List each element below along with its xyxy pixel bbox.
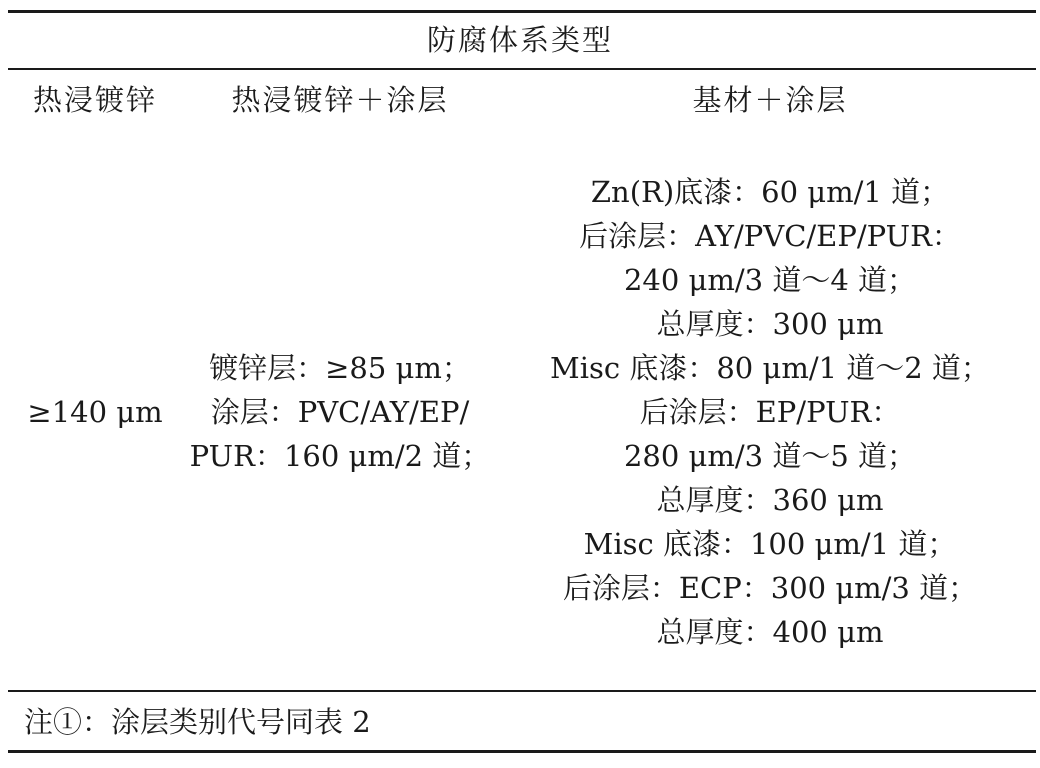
cell-substrate-coating [500, 170, 1040, 654]
cell-line: 240 μm/3 道～4 道； [623, 263, 917, 297]
cell-line: 280 μm/3 道～5 道； [623, 439, 917, 473]
cell-line: 后涂层：AY/PVC/EP/PUR： [579, 219, 961, 253]
header-substrate-plus-coating: 基材＋涂层 [692, 83, 848, 117]
cell-line: 镀锌层：≥85 μm； [209, 351, 471, 385]
table-note: 注①：涂层类别代号同表 2 [24, 705, 371, 739]
cell-line: 后涂层：ECP：300 μm/3 道； [562, 571, 978, 605]
cell-line: 总厚度：400 μm [656, 615, 884, 649]
table-top-rule [8, 10, 1036, 13]
table-end-rule [8, 750, 1036, 753]
cell-line: Zn(R)底漆：60 μm/1 道； [590, 175, 950, 209]
body-bottom-rule [8, 690, 1036, 692]
cell-line: PUR：160 μm/2 道； [189, 439, 491, 473]
cell-hot-dip-value: ≥140 μm [27, 395, 163, 429]
cell-line: Misc 底漆：80 μm/1 道～2 道； [550, 351, 990, 385]
cell-galvanizing-coating [180, 346, 500, 478]
cell-line: 总厚度：360 μm [656, 483, 884, 517]
header-galvanizing-plus-coating: 热浸镀锌＋涂层 [231, 83, 449, 117]
cell-line: Misc 底漆：100 μm/1 道； [583, 527, 957, 561]
header-rule [8, 68, 1036, 70]
header-hot-dip-galvanizing: 热浸镀锌 [32, 83, 157, 117]
cell-line: 后涂层：EP/PUR： [639, 395, 901, 429]
table-title: 防腐体系类型 [426, 23, 613, 57]
cell-line: 总厚度：300 μm [656, 307, 884, 341]
cell-line: 涂层：PVC/AY/EP/ [210, 395, 470, 429]
